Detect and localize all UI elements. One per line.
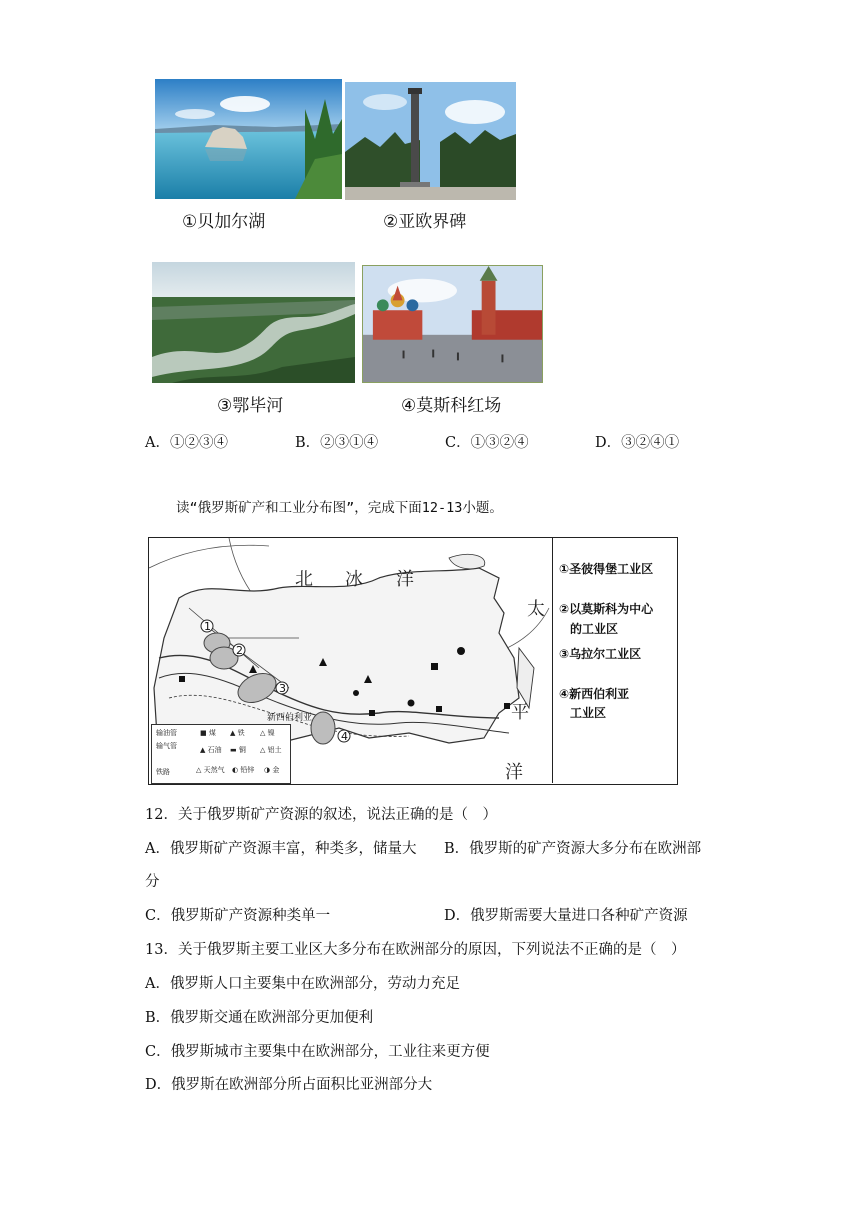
- legend-railway: 铁路: [156, 768, 170, 776]
- region-4-label-cont: 工业区: [570, 706, 607, 720]
- lake-photo: [155, 79, 342, 199]
- map-legend: [151, 724, 291, 784]
- novosibirsk-label: 新西伯利亚: [267, 713, 313, 723]
- q13-option-b[interactable]: B．俄罗斯交通在欧洲部分更加便利: [145, 1010, 374, 1026]
- industrial-region-legend: [552, 538, 677, 783]
- ocean-label-yang: 洋: [396, 569, 414, 590]
- legend-iron: ▲ 铁: [230, 729, 245, 737]
- ocean-label-ping: 平: [511, 702, 529, 723]
- russia-mineral-industry-map: [148, 537, 678, 785]
- q13-option-c[interactable]: C．俄罗斯城市主要集中在欧洲部分，工业往来更方便: [145, 1044, 490, 1060]
- photo-caption-3: ③鄂毕河: [217, 396, 284, 416]
- svg-text:2: 2: [236, 644, 243, 657]
- region-3-label: ③乌拉尔工业区: [559, 647, 642, 661]
- svg-text:3: 3: [279, 682, 286, 695]
- ocean-label-yang-2: 洋: [505, 762, 523, 783]
- q11-option-c[interactable]: C．①③②④: [445, 435, 529, 451]
- legend-nickel: △ 镍: [260, 729, 275, 737]
- ocean-label-bei: 北: [295, 569, 313, 590]
- monument-photo: [345, 82, 516, 200]
- legend-oil-pipe: 输油管: [156, 729, 177, 737]
- region-4-label: ④新西伯利亚: [559, 687, 630, 701]
- legend-copper: ▬ 铜: [230, 746, 246, 754]
- q12-option-d[interactable]: D．俄罗斯需要大量进口各种矿产资源: [444, 908, 688, 924]
- q11-option-a[interactable]: A．①②③④: [145, 435, 228, 451]
- photo-caption-1: ①贝加尔湖: [182, 212, 266, 232]
- ocean-label-bing: 冰: [345, 569, 363, 590]
- red-square-photo: [362, 265, 543, 383]
- q12-option-b[interactable]: B．俄罗斯的矿产资源大多分布在欧洲部: [444, 841, 702, 857]
- svg-text:1: 1: [204, 620, 211, 633]
- q11-option-b[interactable]: B．②③①④: [295, 435, 379, 451]
- q12-option-c[interactable]: C．俄罗斯矿产资源种类单一: [145, 908, 331, 924]
- legend-oil: ▲ 石油: [200, 746, 222, 754]
- q12-stem: 12．关于俄罗斯矿产资源的叙述，说法正确的是（ ）: [145, 807, 497, 823]
- q11-option-d[interactable]: D．③②④①: [595, 435, 680, 451]
- legend-gold: ◑ 金: [264, 766, 280, 774]
- q13-option-a[interactable]: A．俄罗斯人口主要集中在欧洲部分，劳动力充足: [145, 976, 460, 992]
- svg-text:4: 4: [341, 730, 348, 743]
- legend-bauxite: △ 铝土: [260, 746, 282, 754]
- intro-text: 读“俄罗斯矿产和工业分布图”，完成下面12-13小题。: [176, 500, 503, 516]
- legend-coal: ■ 煤: [200, 729, 216, 737]
- q12-option-b-cont: 分: [145, 874, 160, 890]
- photo-caption-4: ④莫斯科红场: [401, 396, 502, 416]
- river-photo: [152, 262, 355, 383]
- legend-gas-pipe: 输气管: [156, 742, 177, 750]
- region-2-label: ②以莫斯科为中心: [559, 602, 654, 616]
- ocean-label-tai: 太: [527, 599, 545, 620]
- q13-stem: 13．关于俄罗斯主要工业区大多分布在欧洲部分的原因，下列说法不正确的是（ ）: [145, 942, 686, 958]
- region-2-label-cont: 的工业区: [570, 622, 619, 636]
- legend-gas: △ 天然气: [196, 766, 225, 774]
- photo-caption-2: ②亚欧界碑: [383, 212, 467, 232]
- region-1-label: ①圣彼得堡工业区: [559, 562, 654, 576]
- q12-option-a[interactable]: A．俄罗斯矿产资源丰富，种类多，储量大: [145, 841, 417, 857]
- legend-lead-zinc: ◐ 铅锌: [232, 766, 255, 774]
- q13-option-d[interactable]: D．俄罗斯在欧洲部分所占面积比亚洲部分大: [145, 1077, 433, 1093]
